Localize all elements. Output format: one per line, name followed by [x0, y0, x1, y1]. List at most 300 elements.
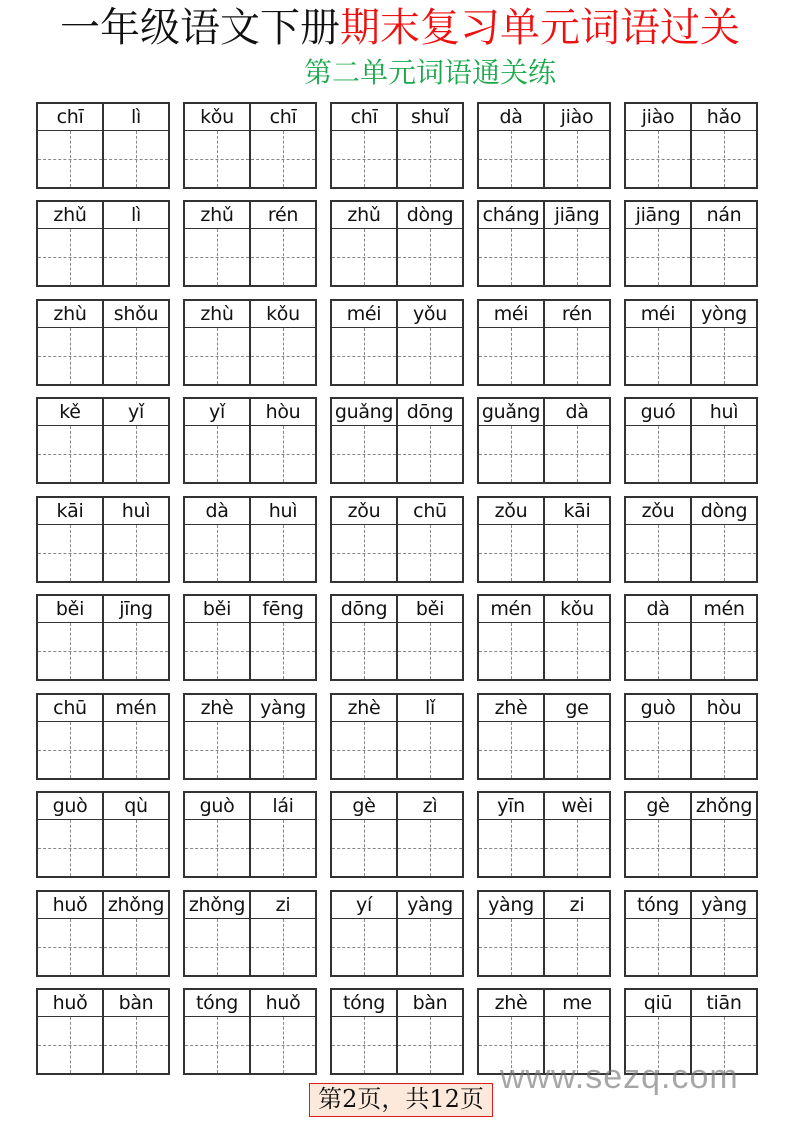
guide-line-vertical: [658, 919, 659, 975]
writing-box[interactable]: [332, 919, 396, 975]
guide-line-vertical: [724, 131, 725, 187]
guide-line-vertical: [724, 525, 725, 581]
pinyin-label: hòu: [251, 399, 315, 426]
writing-box[interactable]: [185, 919, 249, 975]
pinyin-label: tóng: [332, 990, 396, 1017]
guide-line-vertical: [217, 820, 218, 876]
writing-box[interactable]: [626, 919, 690, 975]
writing-box[interactable]: [332, 525, 396, 581]
writing-box[interactable]: [38, 426, 102, 482]
pinyin-label: zhè: [479, 990, 543, 1017]
guide-line-vertical: [283, 131, 284, 187]
writing-box[interactable]: [38, 722, 102, 778]
word-block: [36, 102, 170, 189]
pinyin-label: kāi: [545, 498, 609, 525]
guide-line-vertical: [217, 229, 218, 285]
pinyin-label: kāi: [38, 498, 102, 525]
writing-box[interactable]: [692, 623, 756, 679]
guide-line-vertical: [430, 525, 431, 581]
pinyin-label: guǎng: [479, 399, 543, 426]
writing-box[interactable]: [332, 426, 396, 482]
writing-box[interactable]: [692, 525, 756, 581]
writing-box[interactable]: [626, 623, 690, 679]
pinyin-label: huì: [692, 399, 756, 426]
character-cell: [185, 596, 249, 679]
writing-box[interactable]: [626, 131, 690, 187]
writing-box[interactable]: [692, 722, 756, 778]
character-cell: [38, 301, 102, 384]
character-cell: [479, 202, 543, 285]
character-cell: [185, 399, 249, 482]
pinyin-label: me: [545, 990, 609, 1017]
character-cell: [396, 990, 462, 1073]
guide-line-vertical: [430, 722, 431, 778]
word-block: [36, 594, 170, 681]
writing-box[interactable]: [251, 229, 315, 285]
writing-box[interactable]: [185, 525, 249, 581]
guide-line-vertical: [70, 426, 71, 482]
guide-line-vertical: [217, 722, 218, 778]
writing-box[interactable]: [251, 919, 315, 975]
character-cell: [543, 596, 609, 679]
writing-box[interactable]: [545, 525, 609, 581]
pinyin-label: huì: [251, 498, 315, 525]
word-block: [477, 397, 611, 484]
guide-line-vertical: [136, 722, 137, 778]
guide-line-vertical: [70, 328, 71, 384]
page-indicator: 第2页，共12页: [309, 1083, 493, 1117]
character-cell: [690, 301, 756, 384]
character-cell: [396, 104, 462, 187]
guide-line-vertical: [136, 328, 137, 384]
character-cell: [249, 990, 315, 1073]
guide-line-vertical: [511, 623, 512, 679]
guide-line-vertical: [511, 722, 512, 778]
guide-line-vertical: [283, 919, 284, 975]
guide-line-vertical: [430, 1017, 431, 1073]
word-block: [330, 594, 464, 681]
writing-box[interactable]: [626, 525, 690, 581]
guide-line-vertical: [283, 722, 284, 778]
pinyin-label: huì: [104, 498, 168, 525]
word-block: [477, 299, 611, 386]
character-cell: [249, 301, 315, 384]
character-cell: [690, 399, 756, 482]
writing-box[interactable]: [479, 525, 543, 581]
pinyin-label: yàng: [692, 892, 756, 919]
guide-line-vertical: [577, 722, 578, 778]
writing-box[interactable]: [251, 131, 315, 187]
word-block: [36, 890, 170, 977]
guide-line-vertical: [511, 131, 512, 187]
writing-box[interactable]: [479, 229, 543, 285]
pinyin-label: zhǔ: [38, 202, 102, 229]
guide-line-vertical: [136, 1017, 137, 1073]
guide-line-vertical: [724, 328, 725, 384]
guide-line-vertical: [430, 919, 431, 975]
character-cell: [396, 793, 462, 876]
writing-box[interactable]: [626, 820, 690, 876]
writing-box[interactable]: [332, 229, 396, 285]
title-grade-part: 一年级语文下册: [60, 5, 340, 51]
writing-box[interactable]: [398, 919, 462, 975]
pinyin-label: zi: [251, 892, 315, 919]
writing-box[interactable]: [692, 919, 756, 975]
writing-box[interactable]: [626, 722, 690, 778]
pinyin-label: rén: [251, 202, 315, 229]
guide-line-vertical: [658, 525, 659, 581]
guide-line-vertical: [577, 525, 578, 581]
guide-line-vertical: [70, 525, 71, 581]
character-cell: [38, 596, 102, 679]
pinyin-label: lái: [251, 793, 315, 820]
guide-line-vertical: [577, 820, 578, 876]
writing-box[interactable]: [185, 229, 249, 285]
writing-box[interactable]: [545, 820, 609, 876]
character-cell: [102, 202, 168, 285]
pinyin-label: kǒu: [251, 301, 315, 328]
character-cell: [479, 695, 543, 778]
character-cell: [626, 695, 690, 778]
character-cell: [690, 104, 756, 187]
pinyin-label: dōng: [332, 596, 396, 623]
pinyin-label: zǒu: [626, 498, 690, 525]
writing-box[interactable]: [38, 229, 102, 285]
pinyin-label: zhǒng: [185, 892, 249, 919]
pinyin-label: yǐ: [185, 399, 249, 426]
word-block: [183, 594, 317, 681]
character-cell: [185, 104, 249, 187]
pinyin-label: jīng: [104, 596, 168, 623]
writing-box[interactable]: [545, 328, 609, 384]
writing-box[interactable]: [626, 426, 690, 482]
writing-box[interactable]: [38, 623, 102, 679]
writing-box[interactable]: [398, 328, 462, 384]
pinyin-label: fēng: [251, 596, 315, 623]
guide-line-vertical: [577, 229, 578, 285]
pinyin-label: guò: [626, 695, 690, 722]
writing-box[interactable]: [104, 623, 168, 679]
writing-box[interactable]: [38, 131, 102, 187]
pinyin-label: jiào: [626, 104, 690, 131]
writing-box[interactable]: [104, 426, 168, 482]
word-block: [624, 496, 758, 583]
writing-box[interactable]: [332, 131, 396, 187]
word-block: [330, 791, 464, 878]
pinyin-label: lǐ: [398, 695, 462, 722]
writing-box[interactable]: [545, 919, 609, 975]
writing-box[interactable]: [692, 131, 756, 187]
character-cell: [626, 399, 690, 482]
character-cell: [38, 498, 102, 581]
writing-box[interactable]: [479, 328, 543, 384]
character-cell: [38, 892, 102, 975]
writing-box[interactable]: [185, 820, 249, 876]
writing-box[interactable]: [479, 131, 543, 187]
writing-box[interactable]: [332, 820, 396, 876]
pinyin-label: zhǒng: [104, 892, 168, 919]
guide-line-vertical: [217, 919, 218, 975]
guide-line-vertical: [724, 820, 725, 876]
writing-box[interactable]: [692, 820, 756, 876]
writing-box[interactable]: [479, 623, 543, 679]
pinyin-label: kǒu: [545, 596, 609, 623]
guide-line-vertical: [577, 919, 578, 975]
guide-line-vertical: [283, 820, 284, 876]
character-cell: [479, 892, 543, 975]
writing-box[interactable]: [545, 722, 609, 778]
character-cell: [396, 399, 462, 482]
writing-box[interactable]: [104, 229, 168, 285]
writing-box[interactable]: [545, 426, 609, 482]
guide-line-vertical: [430, 426, 431, 482]
pinyin-label: mén: [479, 596, 543, 623]
guide-line-vertical: [70, 919, 71, 975]
pinyin-label: guò: [185, 793, 249, 820]
writing-box[interactable]: [626, 328, 690, 384]
character-cell: [543, 104, 609, 187]
guide-line-vertical: [658, 426, 659, 482]
character-cell: [626, 596, 690, 679]
writing-box[interactable]: [545, 229, 609, 285]
pinyin-label: zhù: [38, 301, 102, 328]
word-block: [183, 200, 317, 287]
writing-box[interactable]: [251, 623, 315, 679]
guide-line-vertical: [70, 131, 71, 187]
character-cell: [185, 990, 249, 1073]
writing-box[interactable]: [38, 919, 102, 975]
pinyin-label: zhè: [332, 695, 396, 722]
character-cell: [690, 695, 756, 778]
pinyin-label: méi: [626, 301, 690, 328]
character-cell: [185, 498, 249, 581]
character-cell: [332, 990, 396, 1073]
pinyin-label: zhǔ: [185, 202, 249, 229]
guide-line-vertical: [430, 131, 431, 187]
character-cell: [38, 399, 102, 482]
pinyin-label: qù: [104, 793, 168, 820]
writing-box[interactable]: [38, 1017, 102, 1073]
character-cell: [249, 793, 315, 876]
word-block: [477, 890, 611, 977]
pinyin-label: guó: [626, 399, 690, 426]
character-cell: [102, 695, 168, 778]
writing-box[interactable]: [626, 229, 690, 285]
writing-box[interactable]: [251, 525, 315, 581]
writing-box[interactable]: [251, 328, 315, 384]
writing-box[interactable]: [251, 426, 315, 482]
pinyin-label: lì: [104, 202, 168, 229]
word-block: [183, 693, 317, 780]
guide-line-vertical: [70, 820, 71, 876]
pinyin-label: huǒ: [38, 892, 102, 919]
character-cell: [543, 301, 609, 384]
writing-box[interactable]: [38, 328, 102, 384]
writing-box[interactable]: [38, 820, 102, 876]
writing-box[interactable]: [251, 1017, 315, 1073]
guide-line-vertical: [283, 426, 284, 482]
pinyin-label: bàn: [398, 990, 462, 1017]
character-cell: [38, 202, 102, 285]
word-block: [624, 200, 758, 287]
worksheet-subtitle: 第二单元词语通关练: [303, 56, 556, 89]
guide-line-vertical: [658, 328, 659, 384]
pinyin-label: shuǐ: [398, 104, 462, 131]
pinyin-label: zǒu: [332, 498, 396, 525]
pinyin-label: běi: [38, 596, 102, 623]
writing-box[interactable]: [479, 722, 543, 778]
writing-box[interactable]: [479, 426, 543, 482]
writing-box[interactable]: [104, 820, 168, 876]
word-block: [624, 299, 758, 386]
writing-box[interactable]: [332, 328, 396, 384]
character-cell: [332, 301, 396, 384]
character-cell: [102, 104, 168, 187]
writing-box[interactable]: [104, 328, 168, 384]
writing-box[interactable]: [185, 722, 249, 778]
writing-box[interactable]: [692, 426, 756, 482]
pinyin-label: guǎng: [332, 399, 396, 426]
word-block: [36, 988, 170, 1075]
character-cell: [102, 596, 168, 679]
word-block: [477, 496, 611, 583]
character-cell: [543, 793, 609, 876]
guide-line-vertical: [136, 820, 137, 876]
character-cell: [626, 892, 690, 975]
writing-box[interactable]: [479, 820, 543, 876]
writing-box[interactable]: [398, 229, 462, 285]
character-cell: [332, 399, 396, 482]
writing-box[interactable]: [398, 1017, 462, 1073]
guide-line-vertical: [364, 722, 365, 778]
guide-line-vertical: [511, 919, 512, 975]
character-cell: [185, 793, 249, 876]
character-cell: [249, 399, 315, 482]
writing-box[interactable]: [332, 1017, 396, 1073]
pinyin-label: hòu: [692, 695, 756, 722]
pinyin-label: zhè: [479, 695, 543, 722]
word-block: [183, 496, 317, 583]
writing-box[interactable]: [185, 131, 249, 187]
pinyin-label: dòng: [398, 202, 462, 229]
guide-line-vertical: [658, 229, 659, 285]
character-cell: [543, 695, 609, 778]
writing-box[interactable]: [185, 623, 249, 679]
writing-box[interactable]: [398, 623, 462, 679]
writing-box[interactable]: [185, 328, 249, 384]
character-cell: [102, 498, 168, 581]
guide-line-vertical: [364, 1017, 365, 1073]
writing-box[interactable]: [692, 328, 756, 384]
writing-box[interactable]: [185, 1017, 249, 1073]
character-cell: [38, 793, 102, 876]
pinyin-label: yǐ: [104, 399, 168, 426]
character-cell: [626, 498, 690, 581]
word-block: [624, 594, 758, 681]
word-block: [477, 102, 611, 189]
writing-box[interactable]: [104, 722, 168, 778]
writing-box[interactable]: [692, 229, 756, 285]
writing-box[interactable]: [38, 525, 102, 581]
pinyin-label: rén: [545, 301, 609, 328]
writing-box[interactable]: [545, 623, 609, 679]
pinyin-label: běi: [185, 596, 249, 623]
pinyin-label: gè: [332, 793, 396, 820]
pinyin-label: zhǔ: [332, 202, 396, 229]
guide-line-vertical: [511, 525, 512, 581]
writing-box[interactable]: [398, 426, 462, 482]
character-cell: [332, 596, 396, 679]
guide-line-vertical: [217, 623, 218, 679]
writing-box[interactable]: [104, 919, 168, 975]
word-block: [330, 299, 464, 386]
character-cell: [332, 104, 396, 187]
guide-line-vertical: [724, 426, 725, 482]
character-cell: [626, 301, 690, 384]
pinyin-label: kǒu: [185, 104, 249, 131]
writing-box[interactable]: [545, 131, 609, 187]
writing-box[interactable]: [479, 919, 543, 975]
character-cell: [185, 695, 249, 778]
guide-line-vertical: [283, 1017, 284, 1073]
pinyin-label: jiāng: [626, 202, 690, 229]
writing-box[interactable]: [398, 131, 462, 187]
writing-box[interactable]: [185, 426, 249, 482]
guide-line-vertical: [724, 623, 725, 679]
writing-box[interactable]: [398, 722, 462, 778]
character-cell: [543, 892, 609, 975]
character-cell: [396, 498, 462, 581]
writing-box[interactable]: [104, 525, 168, 581]
guide-line-vertical: [364, 919, 365, 975]
pinyin-label: hǎo: [692, 104, 756, 131]
guide-line-vertical: [283, 525, 284, 581]
word-block: [183, 299, 317, 386]
writing-box[interactable]: [104, 1017, 168, 1073]
writing-box[interactable]: [332, 722, 396, 778]
guide-line-vertical: [658, 623, 659, 679]
character-cell: [543, 498, 609, 581]
guide-line-vertical: [136, 623, 137, 679]
pinyin-label: chī: [38, 104, 102, 131]
character-cell: [332, 498, 396, 581]
writing-box[interactable]: [398, 820, 462, 876]
guide-line-vertical: [511, 426, 512, 482]
guide-line-vertical: [724, 722, 725, 778]
word-block: [36, 693, 170, 780]
word-block: [36, 791, 170, 878]
word-block: [477, 200, 611, 287]
guide-line-vertical: [136, 426, 137, 482]
guide-line-vertical: [70, 1017, 71, 1073]
character-cell: [102, 990, 168, 1073]
word-block: [624, 693, 758, 780]
writing-box[interactable]: [251, 722, 315, 778]
writing-box[interactable]: [104, 131, 168, 187]
word-block: [477, 693, 611, 780]
guide-line-vertical: [136, 919, 137, 975]
guide-line-vertical: [577, 131, 578, 187]
guide-line-vertical: [136, 229, 137, 285]
guide-line-vertical: [364, 131, 365, 187]
writing-box[interactable]: [251, 820, 315, 876]
writing-box[interactable]: [398, 525, 462, 581]
character-cell: [479, 596, 543, 679]
pinyin-label: mén: [692, 596, 756, 623]
pinyin-label: dà: [545, 399, 609, 426]
writing-box[interactable]: [332, 623, 396, 679]
pinyin-label: guò: [38, 793, 102, 820]
